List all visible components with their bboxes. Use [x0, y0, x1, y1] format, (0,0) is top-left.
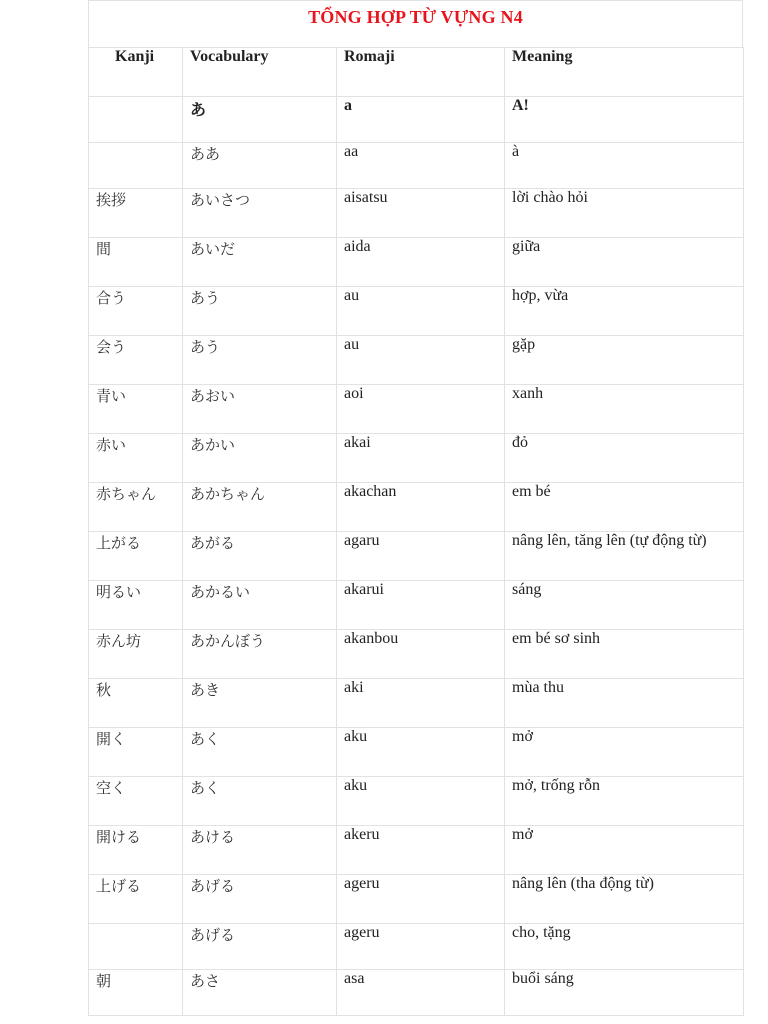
romaji-cell: aa — [337, 143, 505, 189]
vocabulary-cell: あかるい — [183, 581, 337, 630]
vocabulary-cell: あげる — [183, 924, 337, 970]
vocabulary-cell: ああ — [183, 143, 337, 189]
meaning-cell: mở — [505, 826, 744, 875]
table-row — [89, 483, 744, 532]
kanji-cell: 秋 — [89, 679, 183, 728]
vocabulary-cell: あう — [183, 336, 337, 385]
table-row — [89, 826, 744, 875]
meaning-cell: giữa — [505, 238, 744, 287]
romaji-cell: akai — [337, 434, 505, 483]
meaning-cell: mở, trống rỗn — [505, 777, 744, 826]
table-row — [89, 385, 744, 434]
romaji-cell: aku — [337, 728, 505, 777]
kanji-cell: 赤ん坊 — [89, 630, 183, 679]
kanji-cell: 朝 — [89, 970, 183, 1016]
romaji-cell: aisatsu — [337, 189, 505, 238]
page-title: TỔNG HỢP TỪ VỰNG N4 — [308, 7, 523, 27]
meaning-cell: cho, tặng — [505, 924, 744, 970]
vocabulary-cell: あかんぼう — [183, 630, 337, 679]
meaning-cell: xanh — [505, 385, 744, 434]
romaji-cell: akarui — [337, 581, 505, 630]
romaji-cell: aku — [337, 777, 505, 826]
kanji-cell: 明るい — [89, 581, 183, 630]
kanji-cell — [89, 97, 183, 143]
meaning-cell: em bé — [505, 483, 744, 532]
kanji-cell: 会う — [89, 336, 183, 385]
kanji-cell: 上げる — [89, 875, 183, 924]
vocabulary-cell: あげる — [183, 875, 337, 924]
header-romaji: Romaji — [337, 48, 505, 97]
meaning-cell: mùa thu — [505, 679, 744, 728]
vocabulary-cell: あかい — [183, 434, 337, 483]
title-row — [88, 0, 743, 47]
romaji-cell: au — [337, 336, 505, 385]
table-row — [89, 924, 744, 970]
meaning-cell: mở — [505, 728, 744, 777]
romaji-cell: au — [337, 287, 505, 336]
table-row — [89, 532, 744, 581]
meaning-cell: gặp — [505, 336, 744, 385]
vocabulary-cell: あ — [183, 97, 337, 143]
header-meaning: Meaning — [505, 48, 744, 97]
kanji-cell — [89, 924, 183, 970]
table-row — [89, 728, 744, 777]
romaji-cell: akeru — [337, 826, 505, 875]
vocabulary-cell: あく — [183, 777, 337, 826]
table-row — [89, 679, 744, 728]
vocabulary-cell: あいさつ — [183, 189, 337, 238]
romaji-cell: asa — [337, 970, 505, 1016]
vocabulary-cell: あおい — [183, 385, 337, 434]
kanji-cell: 青い — [89, 385, 183, 434]
meaning-cell: buổi sáng — [505, 970, 744, 1016]
table-row — [89, 970, 744, 1016]
kanji-cell: 上がる — [89, 532, 183, 581]
table-row — [89, 97, 744, 143]
table-row — [89, 287, 744, 336]
meaning-cell: à — [505, 143, 744, 189]
table-row — [89, 238, 744, 287]
meaning-cell: đỏ — [505, 434, 744, 483]
vocabulary-cell: あう — [183, 287, 337, 336]
vocabulary-cell: あける — [183, 826, 337, 875]
kanji-cell: 赤い — [89, 434, 183, 483]
romaji-cell: akanbou — [337, 630, 505, 679]
table-header-row — [89, 48, 744, 97]
table-row — [89, 434, 744, 483]
meaning-cell: em bé sơ sinh — [505, 630, 744, 679]
meaning-cell: hợp, vừa — [505, 287, 744, 336]
table-row — [89, 777, 744, 826]
kanji-cell: 開ける — [89, 826, 183, 875]
romaji-cell: ageru — [337, 924, 505, 970]
kanji-cell: 合う — [89, 287, 183, 336]
vocabulary-cell: あかちゃん — [183, 483, 337, 532]
table-row — [89, 875, 744, 924]
header-kanji: Kanji — [89, 48, 183, 97]
romaji-cell: ageru — [337, 875, 505, 924]
meaning-cell: nâng lên, tăng lên (tự động từ) — [505, 532, 744, 581]
kanji-cell: 挨拶 — [89, 189, 183, 238]
kanji-cell — [89, 143, 183, 189]
table-row — [89, 630, 744, 679]
romaji-cell: aida — [337, 238, 505, 287]
meaning-cell: lời chào hỏi — [505, 189, 744, 238]
romaji-cell: agaru — [337, 532, 505, 581]
kanji-cell: 間 — [89, 238, 183, 287]
vocabulary-cell: あく — [183, 728, 337, 777]
vocabulary-document — [88, 0, 743, 1016]
romaji-cell: aoi — [337, 385, 505, 434]
vocabulary-cell: あき — [183, 679, 337, 728]
meaning-cell: A! — [505, 97, 744, 143]
table-row — [89, 189, 744, 238]
header-vocabulary: Vocabulary — [183, 48, 337, 97]
table-row — [89, 336, 744, 385]
romaji-cell: aki — [337, 679, 505, 728]
vocabulary-cell: あがる — [183, 532, 337, 581]
kanji-cell: 空く — [89, 777, 183, 826]
table-row — [89, 143, 744, 189]
kanji-cell: 開く — [89, 728, 183, 777]
meaning-cell: nâng lên (tha động từ) — [505, 875, 744, 924]
vocabulary-table — [88, 47, 744, 1016]
vocabulary-cell: あさ — [183, 970, 337, 1016]
romaji-cell: akachan — [337, 483, 505, 532]
table-row — [89, 581, 744, 630]
kanji-cell: 赤ちゃん — [89, 483, 183, 532]
romaji-cell: a — [337, 97, 505, 143]
meaning-cell: sáng — [505, 581, 744, 630]
vocabulary-cell: あいだ — [183, 238, 337, 287]
